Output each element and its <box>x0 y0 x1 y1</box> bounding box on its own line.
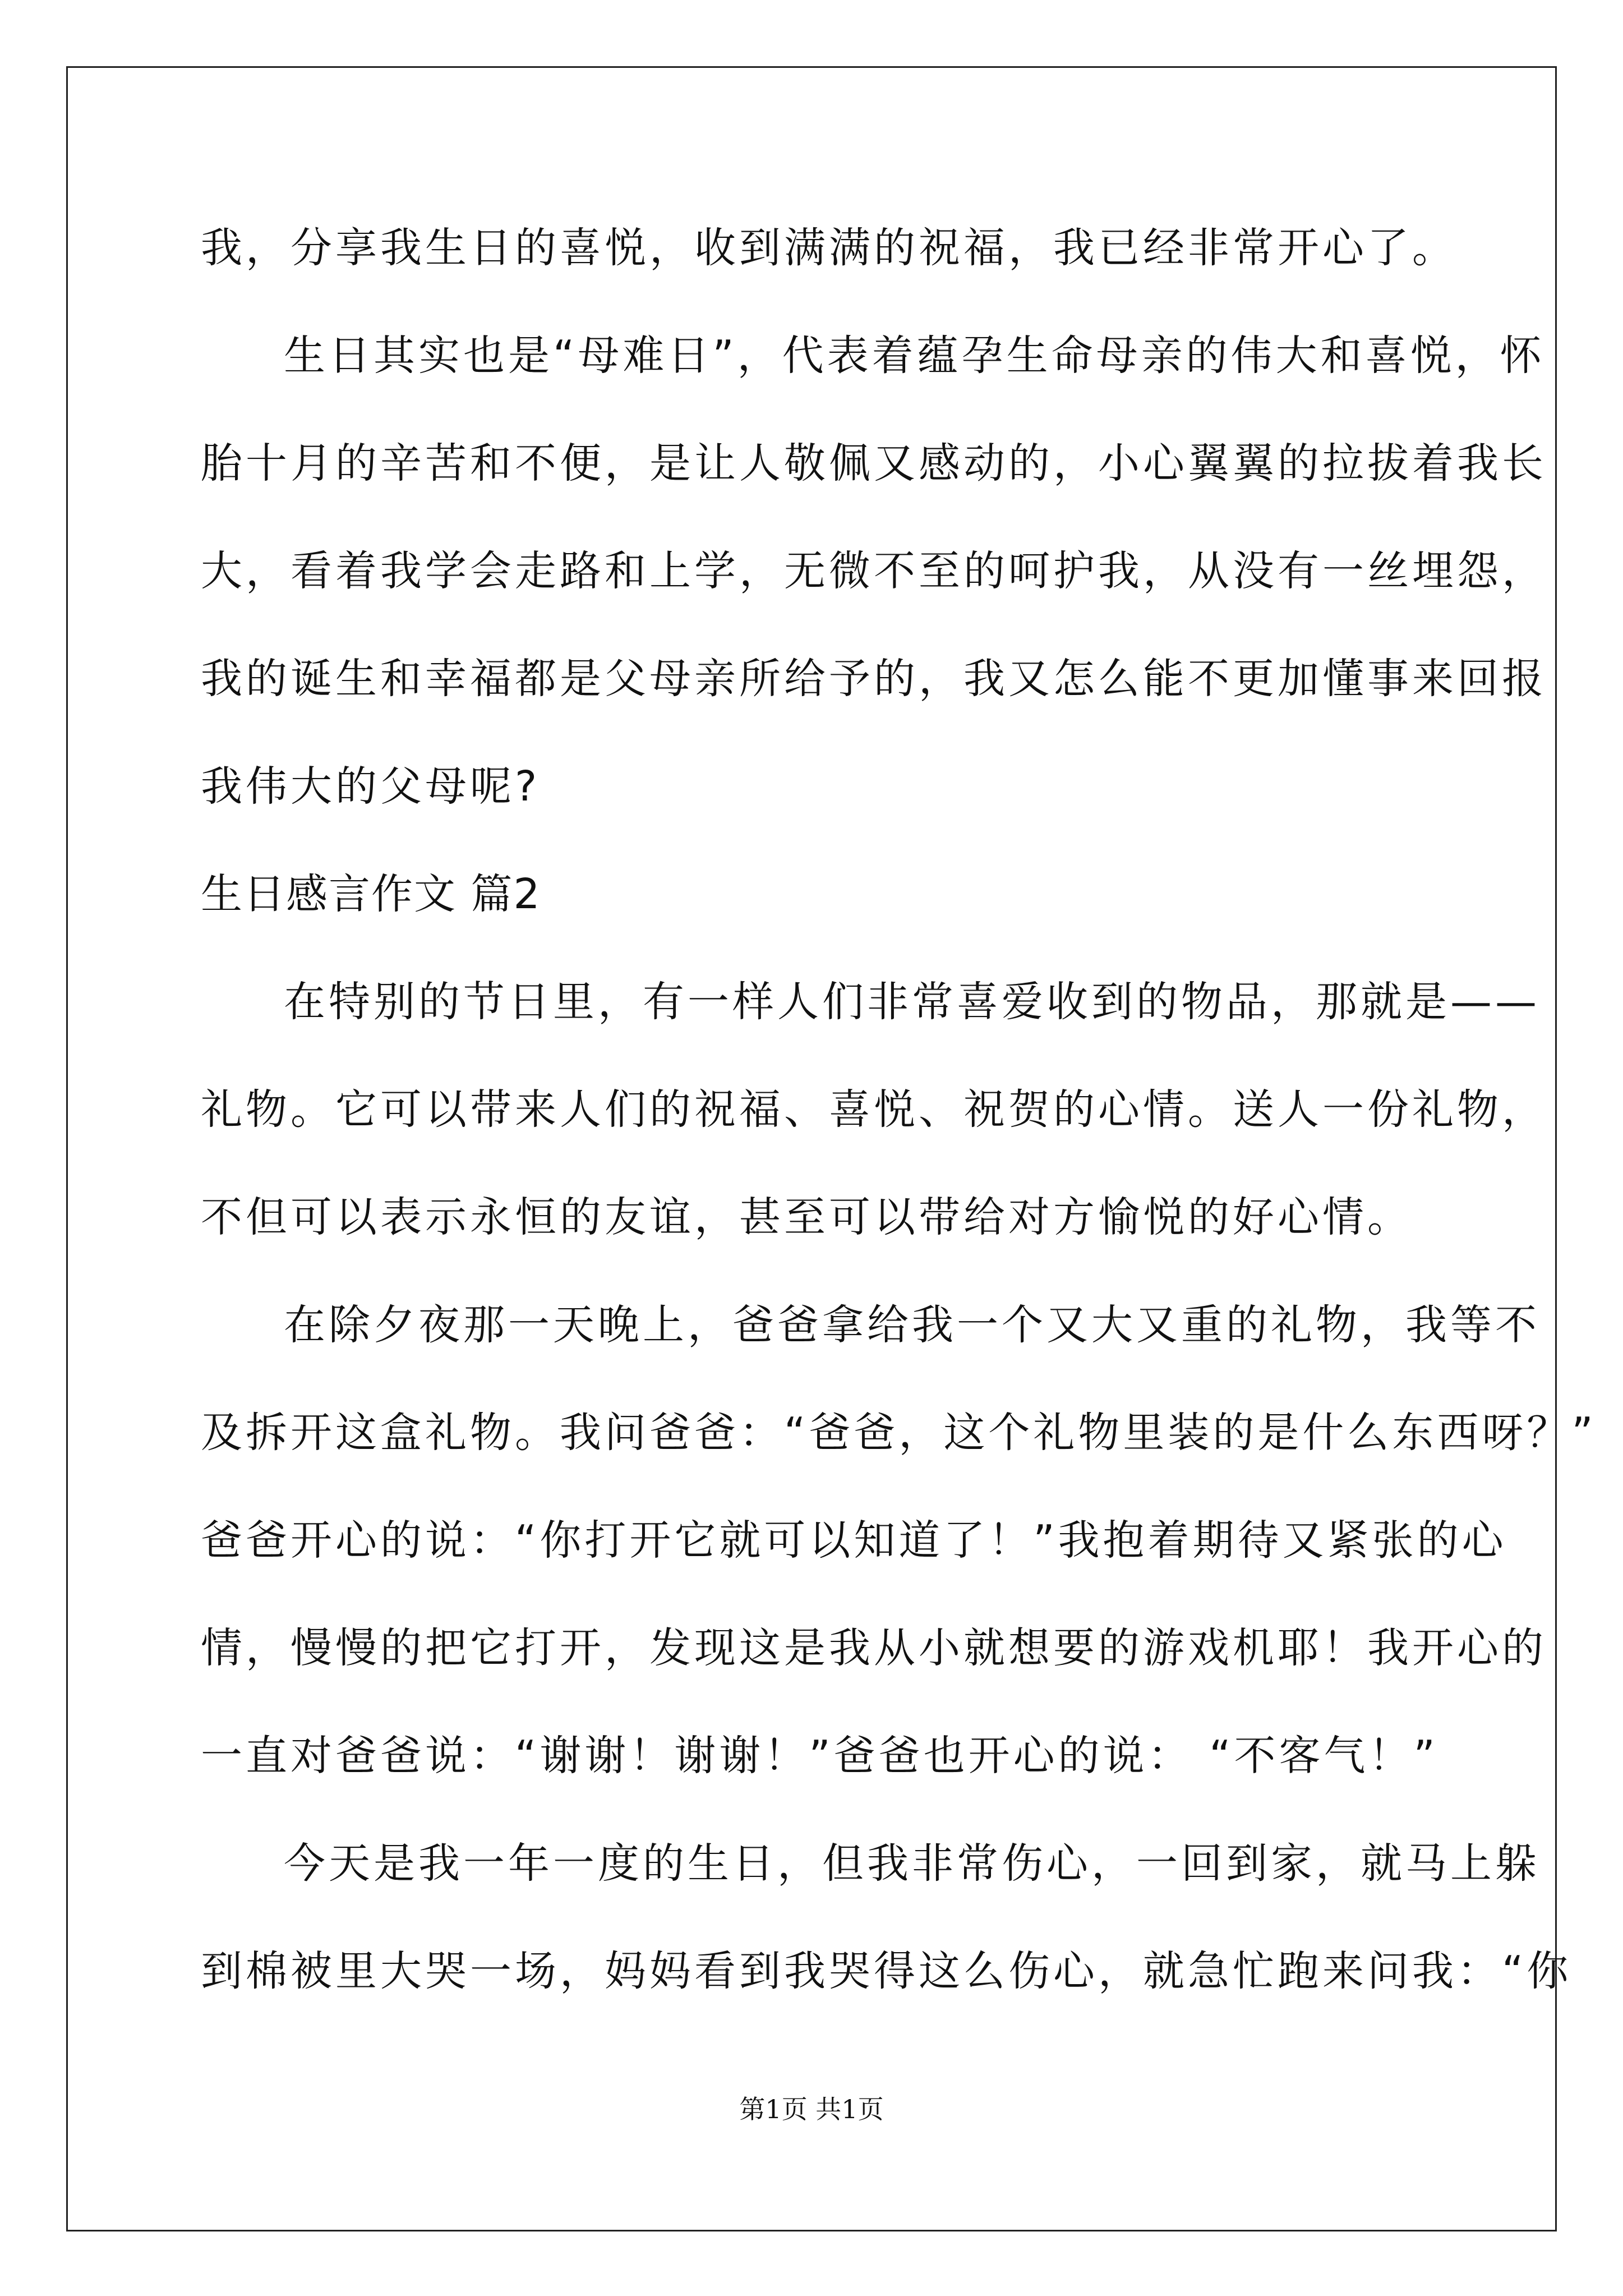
page-border <box>66 66 1557 2231</box>
text-line: 爸爸开心的说：“你打开它就可以知道了！”我抱着期待又紧张的心 <box>201 1516 1507 1565</box>
text-line: 在除夕夜那一天晚上，爸爸拿给我一个又大又重的礼物，我等不 <box>284 1301 1540 1349</box>
text-line: 到棉被里大哭一场，妈妈看到我哭得这么伤心，就急忙跑来问我：“你 <box>201 1947 1572 1995</box>
text-line: 我，分享我生日的喜悦，收到满满的祝福，我已经非常开心了。 <box>201 224 1457 272</box>
text-line: 生日其实也是“母难日”，代表着蕴孕生命母亲的伟大和喜悦，怀 <box>284 332 1545 380</box>
text-line: 大，看着我学会走路和上学，无微不至的呵护我，从没有一丝埋怨， <box>201 547 1547 595</box>
text-line: 情，慢慢的把它打开，发现这是我从小就想要的游戏机耶！我开心的 <box>201 1624 1547 1672</box>
text-line: 不但可以表示永恒的友谊，甚至可以带给对方愉悦的好心情。 <box>201 1193 1412 1241</box>
text-line: 今天是我一年一度的生日，但我非常伤心，一回到家，就马上躲 <box>284 1839 1540 1888</box>
text-line: 及拆开这盒礼物。我问爸爸：“爸爸，这个礼物里装的是什么东西呀？” <box>201 1409 1597 1457</box>
text-line: 我伟大的父母呢? <box>201 762 541 811</box>
text-line: 一直对爸爸说：“谢谢！谢谢！”爸爸也开心的说： “不客气！” <box>201 1732 1438 1780</box>
text-line: 我的诞生和幸福都是父母亲所给予的，我又怎么能不更加懂事来回报 <box>201 655 1547 703</box>
text-line: 在特别的节日里，有一样人们非常喜爱收到的物品，那就是—— <box>284 978 1540 1026</box>
section-heading: 生日感言作文 篇2 <box>201 870 541 918</box>
text-line: 礼物。它可以带来人们的祝福、喜悦、祝贺的心情。送人一份礼物， <box>201 1085 1547 1134</box>
text-line: 胎十月的辛苦和不便，是让人敬佩又感动的，小心翼翼的拉拔着我长 <box>201 439 1547 487</box>
page-footer: 第1页 共1页 <box>739 2094 884 2124</box>
